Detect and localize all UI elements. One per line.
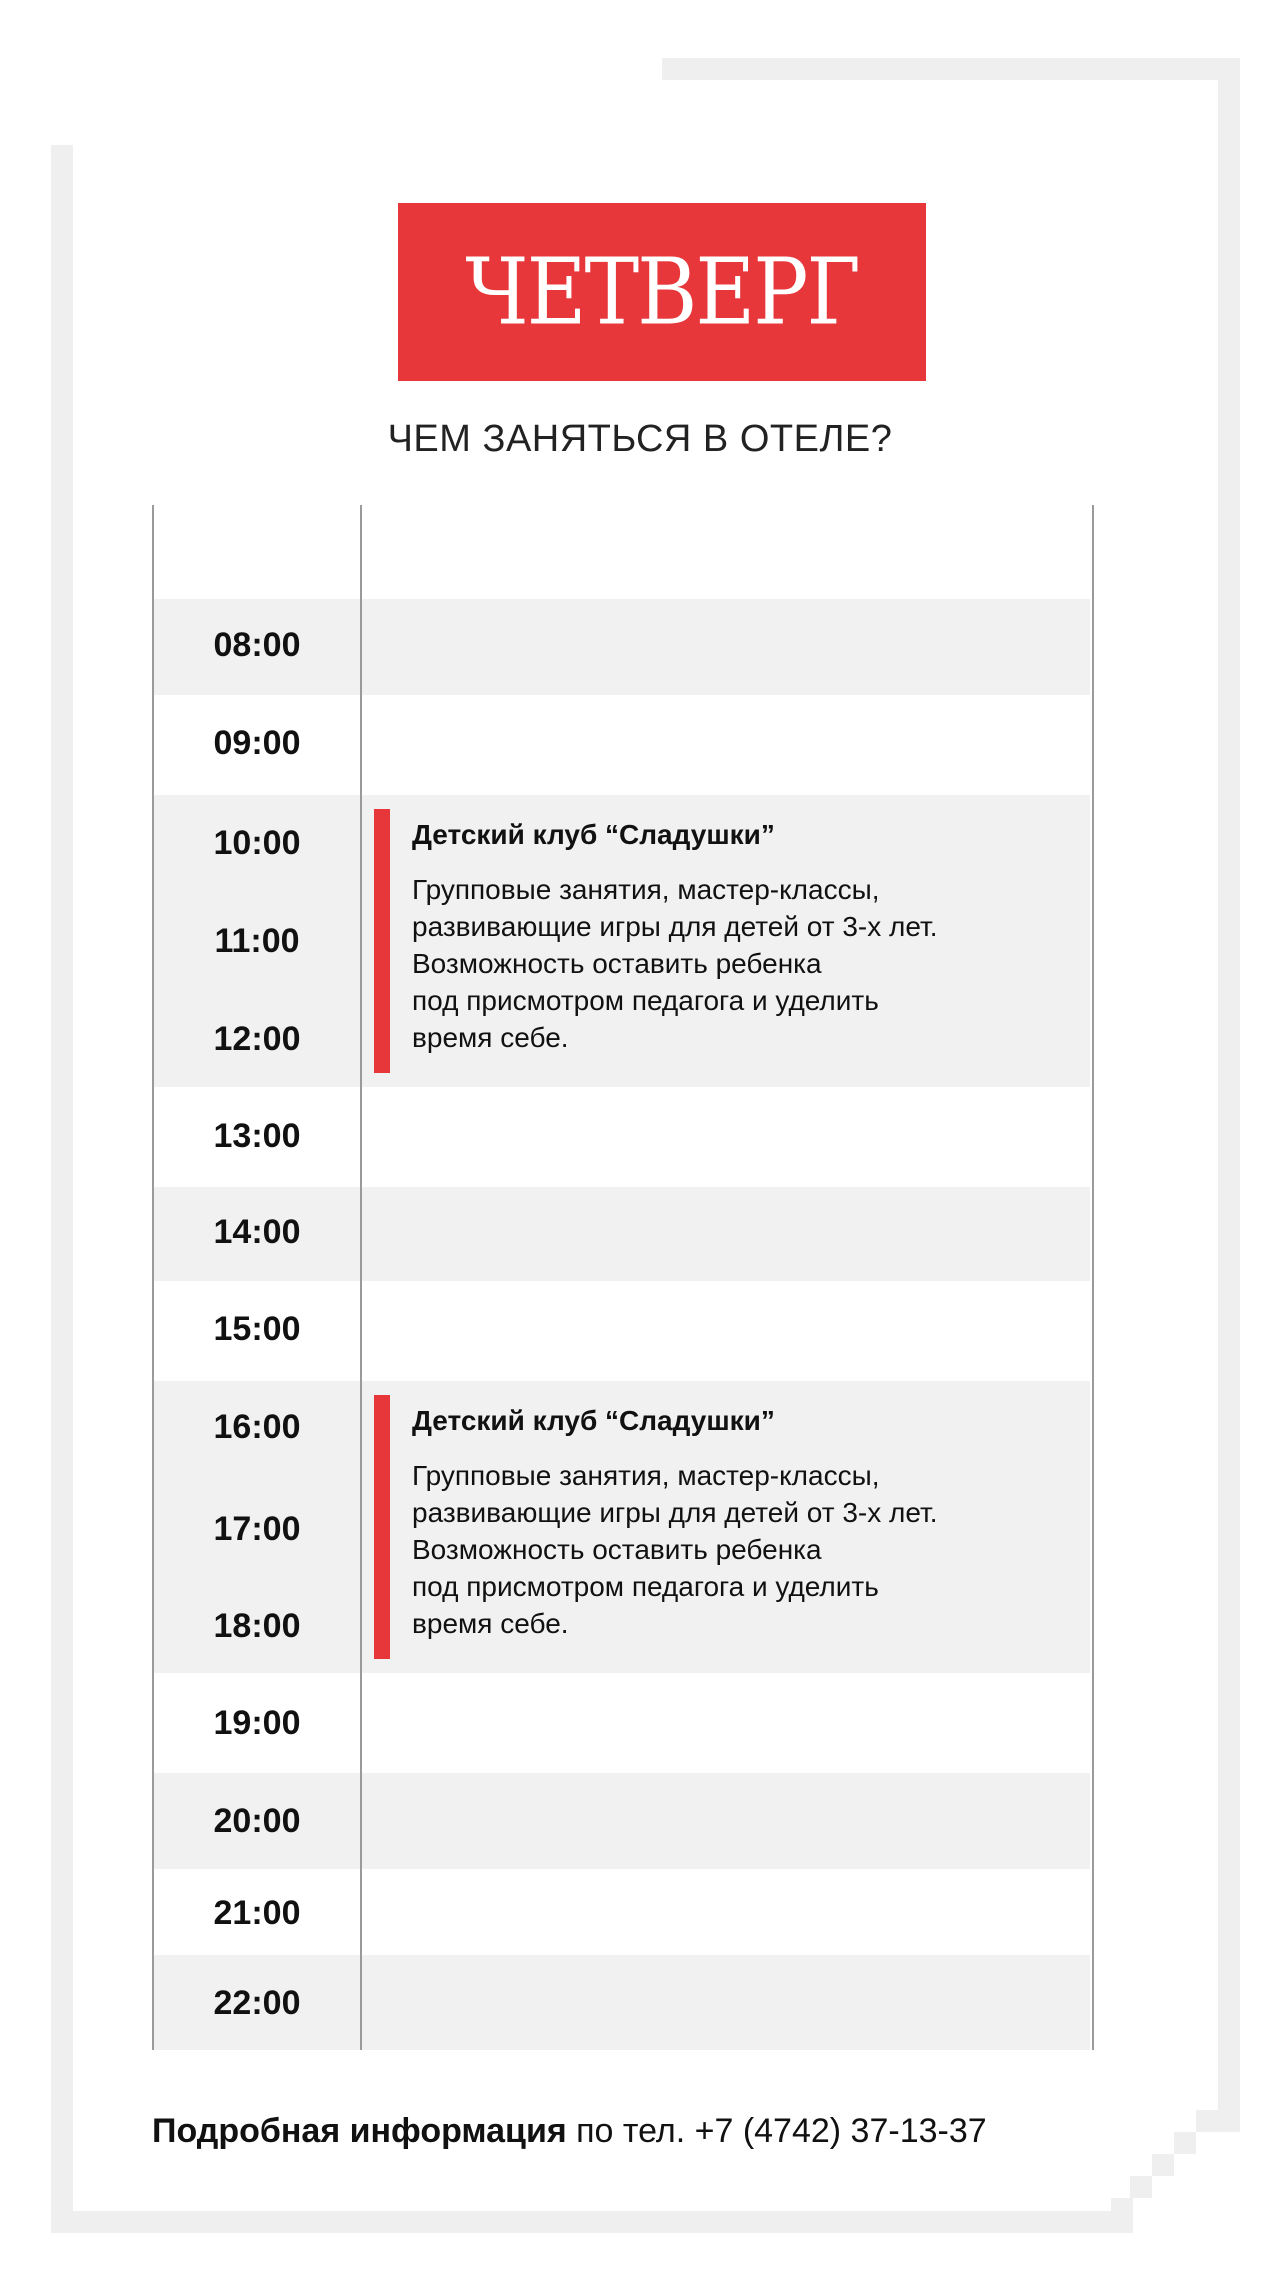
frame-top-border: [662, 58, 1240, 80]
time-label: 18:00: [213, 1607, 301, 1645]
event-description-line: время себе.: [412, 1022, 569, 1053]
time-label: 21:00: [213, 1894, 301, 1932]
event-block: [374, 1395, 1074, 1659]
event-description-line: развивающие игры для детей от 3-х лет.: [412, 911, 938, 942]
event-description-line: Возможность оставить ребенка: [412, 948, 822, 979]
day-title: ЧЕТВЕРГ: [465, 238, 859, 346]
frame-pixel: [1196, 2110, 1240, 2132]
event-block: [374, 809, 1074, 1073]
frame-pixel: [1130, 2176, 1152, 2198]
event-description-line: под присмотром педагога и уделить: [412, 1571, 879, 1602]
time-label: 16:00: [213, 1408, 301, 1446]
frame-right-border: [1218, 58, 1240, 2110]
event-description: [412, 871, 1052, 1056]
time-label: 14:00: [213, 1213, 301, 1251]
table-right-line: [1092, 505, 1094, 2050]
time-label: 10:00: [213, 824, 301, 862]
event-description-line: под присмотром педагога и уделить: [412, 985, 879, 1016]
time-label: 08:00: [213, 626, 301, 664]
time-label: 09:00: [213, 724, 301, 762]
time-label: 22:00: [213, 1984, 301, 2022]
frame-pixel: [1111, 2198, 1133, 2233]
event-description-line: Групповые занятия, мастер-классы,: [412, 874, 880, 905]
footer-contact: [152, 2112, 987, 2151]
footer-bold-text: Подробная информация: [152, 2112, 567, 2150]
table-divider-line: [360, 505, 362, 2050]
time-label: 11:00: [214, 922, 300, 960]
footer-phone-text: по тел. +7 (4742) 37-13-37: [566, 2112, 987, 2150]
event-title: Детский клуб “Сладушки”: [412, 1405, 775, 1436]
day-title-banner: [398, 203, 926, 381]
event-description-line: Групповые занятия, мастер-классы,: [412, 1460, 880, 1491]
time-label: 17:00: [213, 1510, 301, 1548]
frame-bottom-border: [51, 2211, 1111, 2233]
event-description-line: время себе.: [412, 1608, 569, 1639]
event-description-line: развивающие игры для детей от 3-х лет.: [412, 1497, 938, 1528]
event-accent-bar: [374, 809, 390, 1073]
schedule-table: [152, 505, 1094, 2050]
time-label: 20:00: [213, 1802, 301, 1840]
frame-pixel: [1174, 2132, 1196, 2154]
frame-pixel: [1152, 2154, 1174, 2176]
event-accent-bar: [374, 1395, 390, 1659]
time-label: 15:00: [213, 1310, 301, 1348]
event-description: [412, 1457, 1052, 1642]
event-description-line: Возможность оставить ребенка: [412, 1534, 822, 1565]
page-subtitle: ЧЕМ ЗАНЯТЬСЯ В ОТЕЛЕ?: [387, 418, 893, 460]
time-label: 13:00: [213, 1117, 301, 1155]
time-label: 12:00: [213, 1020, 301, 1058]
time-label: 19:00: [213, 1704, 301, 1742]
event-title: Детский клуб “Сладушки”: [412, 819, 775, 850]
